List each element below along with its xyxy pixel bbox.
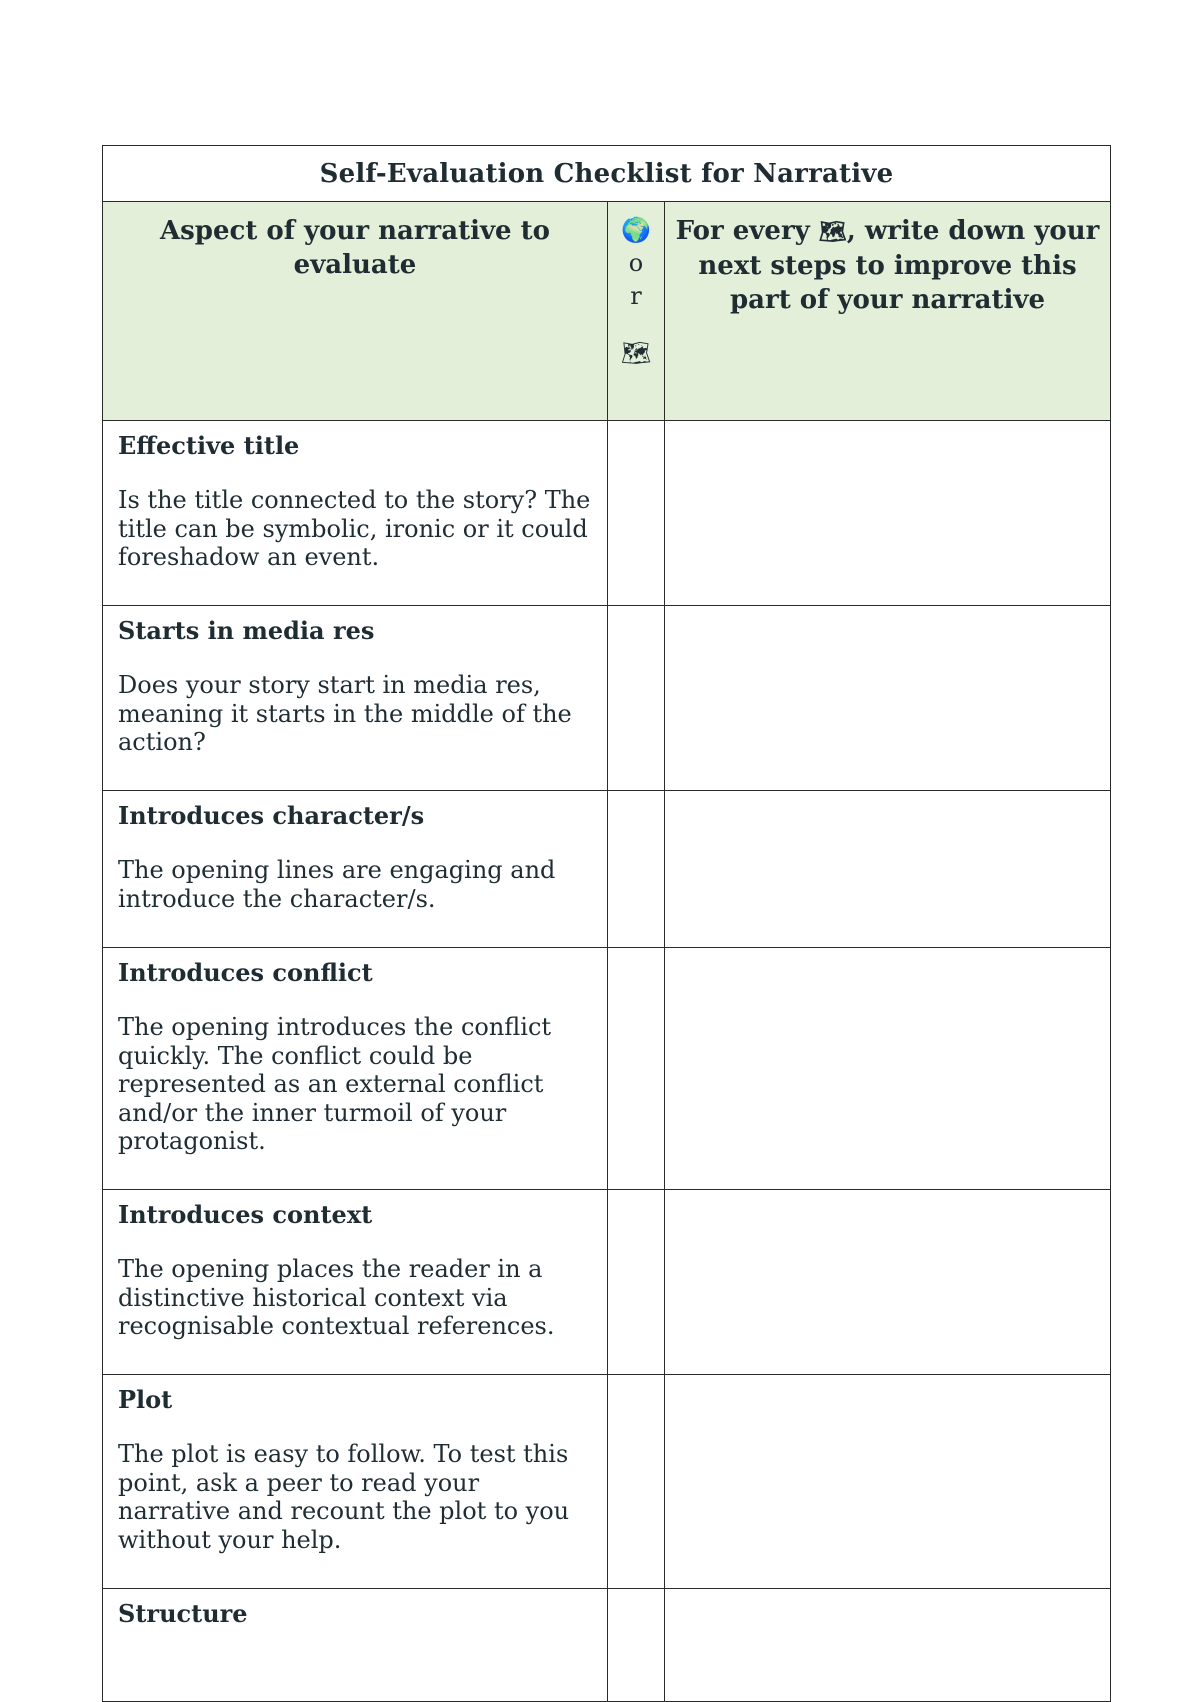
next-steps-cell[interactable]: [665, 421, 1111, 606]
header-steps-prefix: For every: [675, 216, 819, 246]
next-steps-cell[interactable]: [665, 1589, 1111, 1702]
aspect-title: Structure: [118, 1599, 248, 1628]
checklist-row: [103, 791, 1111, 948]
aspect-cell: [103, 791, 608, 948]
aspect-cell: [103, 1375, 608, 1589]
aspect-description: The opening lines are engaging and introduce the character/s.: [118, 856, 556, 913]
aspect-cell: [103, 1589, 608, 1702]
mark-cell[interactable]: [608, 1375, 665, 1589]
header-aspect-cell: [103, 202, 608, 421]
aspect-description: The opening introduces the conflict quickly. The conflict could be represented as an external conflict and/or the inner turmoil of your protagonist.: [118, 1013, 552, 1155]
header-mark-cell: [608, 202, 665, 421]
mark-cell[interactable]: [608, 948, 665, 1190]
aspect-cell: [103, 1190, 608, 1375]
checklist-row: [103, 421, 1111, 606]
globe-icon: 🌍: [621, 216, 651, 244]
next-steps-cell[interactable]: [665, 606, 1111, 791]
aspect-title: Introduces conflict: [118, 958, 373, 987]
header-or-letter-o: o: [628, 249, 644, 277]
header-or-letter-r: r: [630, 282, 642, 310]
aspect-cell: [103, 421, 608, 606]
header-steps-cell: [665, 202, 1111, 421]
aspect-title: Starts in media res: [118, 616, 375, 645]
aspect-description: The plot is easy to follow. To test this point, ask a peer to read your narrative and recount the plot to you without your help.: [118, 1440, 570, 1554]
header-steps-suffix: , write down your next steps to improve this part of your narrative: [698, 216, 1100, 315]
header-row: [103, 202, 1111, 421]
aspect-cell: [103, 948, 608, 1190]
header-aspect-label: Aspect of your narrative to evaluate: [159, 216, 551, 280]
world-map-icon: 🗺: [620, 339, 652, 367]
checklist-row: [103, 1375, 1111, 1589]
header-mark-gap: [608, 313, 664, 337]
next-steps-cell[interactable]: [665, 1190, 1111, 1375]
aspect-title: Introduces character/s: [118, 801, 425, 830]
aspect-description: Does your story start in media res, meaning it starts in the middle of the action?: [118, 671, 572, 756]
next-steps-cell[interactable]: [665, 1375, 1111, 1589]
checklist-row: [103, 1190, 1111, 1375]
checklist-row: [103, 1589, 1111, 1702]
mark-cell[interactable]: [608, 1589, 665, 1702]
header-steps-label: [665, 202, 1110, 317]
mark-cell[interactable]: [608, 1190, 665, 1375]
checklist-title: Self-Evaluation Checklist for Narrative: [103, 146, 1111, 202]
world-map-icon: 🗺: [818, 219, 847, 245]
title-row: [103, 146, 1111, 202]
mark-cell[interactable]: [608, 791, 665, 948]
aspect-cell: [103, 606, 608, 791]
mark-cell[interactable]: [608, 421, 665, 606]
mark-cell[interactable]: [608, 606, 665, 791]
next-steps-cell[interactable]: [665, 791, 1111, 948]
aspect-title: Plot: [118, 1385, 173, 1414]
next-steps-cell[interactable]: [665, 948, 1111, 1190]
checklist-row: [103, 948, 1111, 1190]
self-evaluation-checklist-table: [102, 145, 1111, 1702]
aspect-description: The opening places the reader in a distinctive historical context via recognisable contextual references.: [118, 1255, 555, 1340]
aspect-title: Effective title: [118, 431, 300, 460]
checklist-row: [103, 606, 1111, 791]
aspect-title: Introduces context: [118, 1200, 373, 1229]
aspect-description: Is the title connected to the story? The title can be symbolic, ironic or it could foreshadow an event.: [118, 486, 591, 571]
header-mark-content: [608, 202, 664, 370]
